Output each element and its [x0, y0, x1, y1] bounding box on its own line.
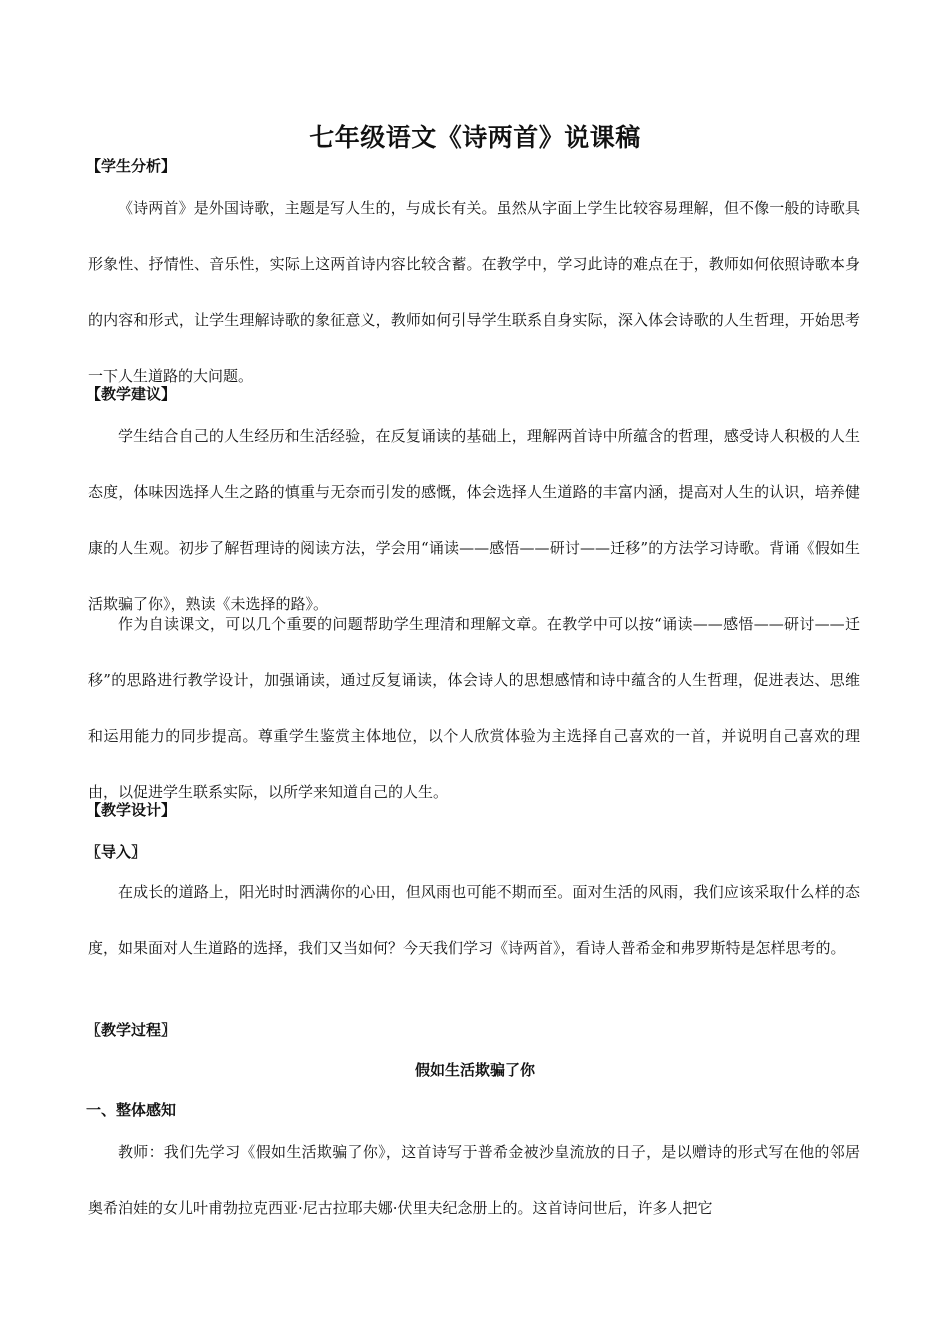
paragraph-introduction: 在成长的道路上，阳光时时洒满你的心田，但风雨也可能不期而至。面对生活的风雨，我们应该采取什么样的态度，如果面对人生道路的选择，我们又当如何？今天我们学习《诗两首》，看诗人普希金和弗罗斯特是怎样思考的。 [88, 883, 860, 957]
heading-teaching-suggestion: 【教学建议】 [86, 385, 177, 403]
heading-introduction: 〖导入〗 [86, 843, 147, 861]
paragraph-teaching-suggestion-2: 作为自读课文，可以几个重要的问题帮助学生理清和理解文章。在教学中可以按“诵读——感悟——研讨——迁移”的思路进行教学设计，加强诵读，通过反复诵读，体会诗人的思想感情和诗中蕴含的人生哲理，促进表达、思维和运用能力的同步提高。尊重学生鉴赏主体地位，以个人欣赏体验为主选择自己喜欢的一首，并说明自己喜欢的理由，以促进学生联系实际，以所学来知道自己的人生。 [88, 615, 860, 801]
paragraph-teaching-suggestion-1: 学生结合自己的人生经历和生活经验，在反复诵读的基础上，理解两首诗中所蕴含的哲理，感受诗人积极的人生态度，体味因选择人生之路的慎重与无奈而引发的感慨，体会选择人生道路的丰富内涵，提高对人生的认识，培养健康的人生观。初步了解哲理诗的阅读方法，学会用“诵读——感悟——研讨——迁移”的方法学习诗歌。背诵《假如生活欺骗了你》，熟读《未选择的路》。 [88, 427, 860, 613]
poem-title: 假如生活欺骗了你 [414, 1061, 535, 1079]
heading-student-analysis: 【学生分析】 [86, 157, 177, 175]
paragraph-student-analysis: 《诗两首》是外国诗歌，主题是写人生的，与成长有关。虽然从字面上学生比较容易理解，但不像一般的诗歌具形象性、抒情性、音乐性，实际上这两首诗内容比较含蓄。在教学中，学习此诗的难点在于，教师如何依照诗歌本身的内容和形式，让学生理解诗歌的象征意义，教师如何引导学生联系自身实际，深入体会诗歌的人生哲理，开始思考一下人生道路的大问题。 [88, 199, 860, 385]
document-title: 七年级语文《诗两首》说课稿 [309, 123, 641, 152]
heading-teaching-design: 【教学设计】 [86, 801, 177, 819]
heading-teaching-process: 〖教学过程〗 [86, 1021, 177, 1039]
heading-overall-perception: 一、整体感知 [86, 1101, 177, 1119]
paragraph-overall-perception: 教师：我们先学习《假如生活欺骗了你》，这首诗写于普希金被沙皇流放的日子，是以赠诗的形式写在他的邻居奥希泊娃的女儿叶甫勃拉克西亚·尼古拉耶夫娜·伏里夫纪念册上的。这首诗问世后，许多人把它 [88, 1143, 860, 1217]
